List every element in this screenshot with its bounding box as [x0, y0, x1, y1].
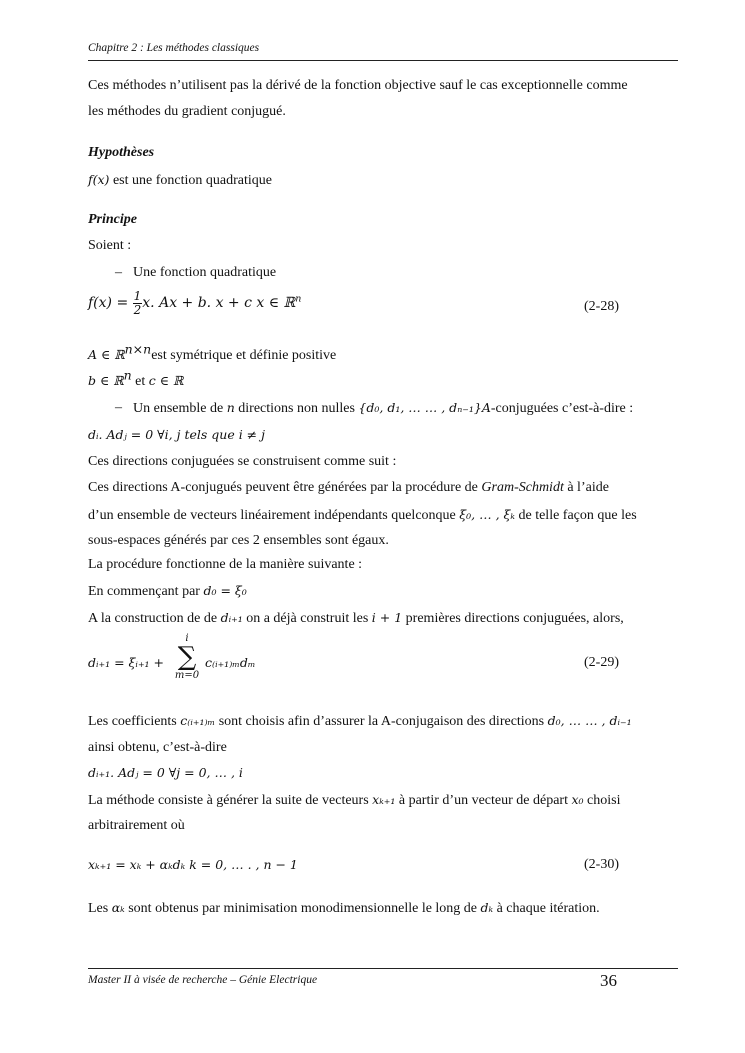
bullet-dash: – [115, 265, 122, 280]
summation: i ∑ m=0 [172, 633, 202, 682]
page-number: 36 [600, 971, 617, 990]
paragraph-line: Les αₖ sont obtenus par minimisation monodimensionnelle le long de dₖ à chaque itération. [88, 900, 600, 916]
paragraph-line: sous-espaces générés par ces 2 ensembles sont égaux. [88, 533, 389, 548]
heading-hypotheses: Hypothèses [88, 145, 155, 160]
paragraph-line: arbitrairement où [88, 818, 185, 833]
paragraph-line: Ces directions A-conjugués peuvent être générées par la procédure de Gram-Schmidt à l’aide [88, 480, 609, 495]
equation-2-29-term: c₍ᵢ₊₁₎ₘdₘ [205, 655, 256, 670]
paragraph-line: Ces directions conjuguées se construisent comme suit : [88, 454, 397, 469]
paragraph-line: La procédure fonctionne de la manière suivante : [88, 557, 363, 572]
paragraph-line: La méthode consiste à générer la suite de vecteurs xₖ₊₁ à partir d’un vecteur de départ x₀ choisi [88, 792, 621, 808]
equation-number: (2-30) [584, 857, 619, 872]
bullet-dash: – [115, 400, 122, 415]
paragraph-line: Les coefficients c₍ᵢ₊₁₎ₘ sont choisis afin d’assurer la A-conjugaison des directions d₀, … … , dᵢ₋₁ [88, 713, 632, 729]
hypothesis-text: est une fonction quadratique [109, 173, 272, 188]
header-rule [88, 60, 678, 61]
footer-rule [88, 968, 678, 969]
equation-2-30: xₖ₊₁ = xₖ + αₖdₖ k = 0, … . , n − 1 [88, 857, 298, 872]
bullet-item-2: Un ensemble de n directions non nulles {d₀, d₁, … … , dₙ₋₁}A-conjuguées c’est-à-dire : [133, 400, 634, 416]
running-footer: Master II à visée de recherche – Génie Electrique [88, 974, 318, 986]
paragraph-line: ainsi obtenu, c’est-à-dire [88, 740, 227, 755]
bullet-item-1: Une fonction quadratique [133, 265, 277, 280]
hypothesis-line [88, 172, 272, 189]
paragraph-line: En commençant par d₀ = ξ₀ [88, 583, 247, 599]
equation-number: (2-28) [584, 299, 619, 314]
matrix-a-line: A ∈ ℝ$^{n\times n}$est symétrique et définie positive [88, 341, 337, 363]
equation-2-29-lhs: dᵢ₊₁ = ξᵢ₊₁ + [88, 655, 165, 670]
fraction: $\frac{1}{2}$ [133, 289, 142, 317]
soient-text: Soient : [88, 238, 132, 253]
conjugacy-condition: dᵢ. Adⱼ = 0 ∀i, j tels que i ≠ j [88, 427, 266, 442]
paragraph-line: A la construction de de dᵢ₊₁ on a déjà construit les i + 1 premières directions conjuguées, alors, [88, 610, 624, 626]
paragraph-line: d’un ensemble de vecteurs linéairement indépendants quelconque ξ₀, … , ξₖ de telle façon que les [88, 507, 637, 523]
paragraph-line: les méthodes du gradient conjugué. [88, 104, 286, 119]
math-fx: f(x) [88, 172, 110, 187]
paragraph-line: Ces méthodes n’utilisent pas la dérivé de la fonction objective sauf le cas exceptionnelle comme [88, 78, 628, 93]
running-header: Chapitre 2 : Les méthodes classiques [88, 42, 260, 54]
heading-principe: Principe [88, 212, 137, 227]
sigma-icon: ∑ [177, 642, 197, 672]
equation-number: (2-29) [584, 655, 619, 670]
conjugacy-condition-2: dᵢ₊₁. Adⱼ = 0 ∀j = 0, … , i [88, 765, 243, 780]
vector-b-line: b ∈ ℝ$^n$ et c ∈ ℝ [88, 367, 184, 389]
equation-2-28: f(x) = $\frac{1}{2}$ x. Ax + b. x + c x ∈ ℝ$^n$ [88, 289, 302, 317]
